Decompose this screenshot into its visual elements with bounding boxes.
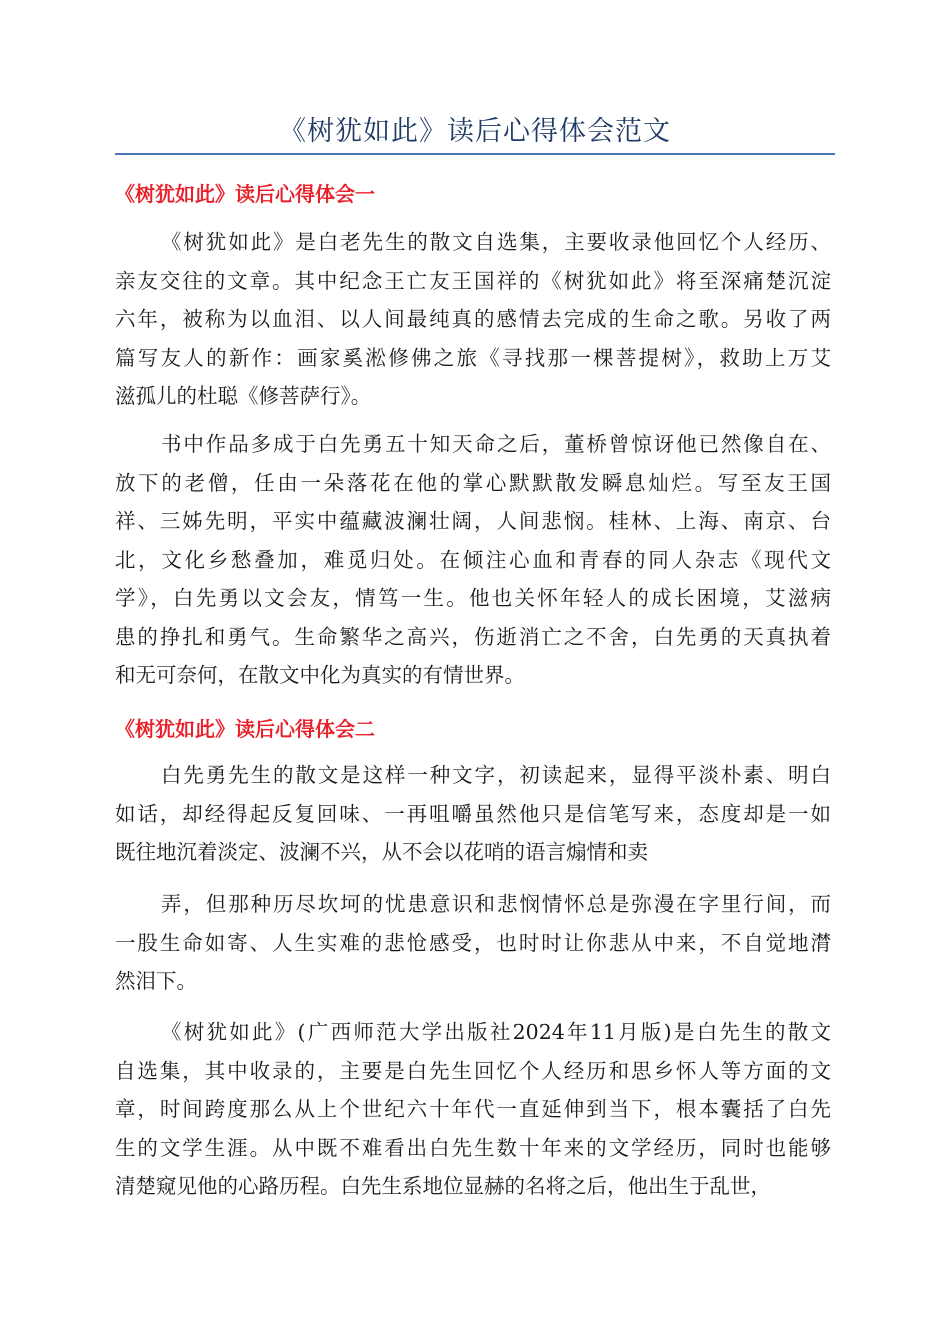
- paragraph-line: 弄，但那种历尽坎坷的忧患意识和悲悯情怀总是弥漫在字里行间，而: [161, 892, 831, 916]
- paragraph: [115, 223, 831, 416]
- section-heading-1: 《树犹如此》读后心得体会一: [115, 182, 375, 206]
- paragraph-line: 《树犹如此》是白老先生的散文自选集，主要收录他回忆个人经历、: [161, 230, 831, 254]
- paragraph-line: 《树犹如此》(广西师范大学出版社2024年11月版)是白先生的散文: [161, 1020, 831, 1044]
- paragraph-line: 患的挣扎和勇气。生命繁华之高兴，伤逝消亡之不舍，白先勇的天真执着: [115, 624, 831, 649]
- section-heading-2: 《树犹如此》读后心得体会二: [115, 717, 375, 741]
- paragraph-line: 一股生命如寄、人生实难的悲怆感受，也时时让你悲从中来，不自觉地潸: [115, 930, 831, 955]
- paragraph-line: 六年，被称为以血泪、以人间最纯真的感情去完成的生命之歌。另收了两: [115, 307, 831, 331]
- paragraph-line: 篇写友人的新作：画家奚淞修佛之旅《寻找那一棵菩提树》，救助上万艾: [115, 345, 831, 370]
- paragraph: [115, 756, 831, 872]
- paragraph-line: 章，时间跨度那么从上个世纪六十年代一直延伸到当下，根本囊括了白先: [115, 1097, 831, 1121]
- paragraph-line: 生的文学生涯。从中既不难看出白先生数十年来的文学经历，同时也能够: [115, 1135, 831, 1160]
- document-title: 《树犹如此》读后心得体会范文: [279, 116, 671, 147]
- paragraph-line: 既往地沉着淡定、波澜不兴，从不会以花哨的语言煽情和卖: [115, 840, 648, 864]
- paragraph-line: 北，文化乡愁叠加，难觅归处。在倾注心血和青春的同人杂志《现代文: [115, 547, 831, 572]
- paragraph-line: 滋孤儿的杜聪《修菩萨行》。: [115, 384, 372, 408]
- paragraph-line: 祥、三姊先明，平实中蕴藏波澜壮阔，人间悲悯。桂林、上海、南京、台: [115, 509, 831, 533]
- paragraph-line: 然泪下。: [115, 969, 197, 993]
- paragraph-line: 放下的老僧，任由一朵落花在他的掌心默默散发瞬息灿烂。写至友王国: [115, 470, 831, 495]
- paragraph: [115, 425, 831, 695]
- paragraph-line: 书中作品多成于白先勇五十知天命之后，董桥曾惊讶他已然像自在、: [161, 432, 831, 456]
- paragraph-line: 学》，白先勇以文会友，情笃一生。他也关怀年轻人的成长困境，艾滋病: [115, 586, 831, 610]
- paragraph-line: 白先勇先生的散文是这样一种文字，初读起来，显得平淡朴素、明白: [161, 763, 831, 787]
- paragraph-line: 如话，却经得起反复回味、一再咀嚼虽然他只是信笔写来，态度却是一如: [115, 801, 831, 826]
- paragraph-line: 和无可奈何，在散文中化为真实的有情世界。: [115, 663, 525, 687]
- paragraph-line: 清楚窥见他的心路历程。白先生系地位显赫的名将之后，他出生于乱世，: [115, 1174, 771, 1198]
- paragraph-line: 自选集，其中收录的，主要是白先生回忆个人经历和思乡怀人等方面的文: [115, 1058, 831, 1083]
- paragraph: [115, 885, 831, 1001]
- paragraph-line: 亲友交往的文章。其中纪念王亡友王国祥的《树犹如此》将至深痛楚沉淀: [115, 268, 831, 293]
- paragraph: [115, 1013, 831, 1206]
- title-underline: [115, 153, 835, 155]
